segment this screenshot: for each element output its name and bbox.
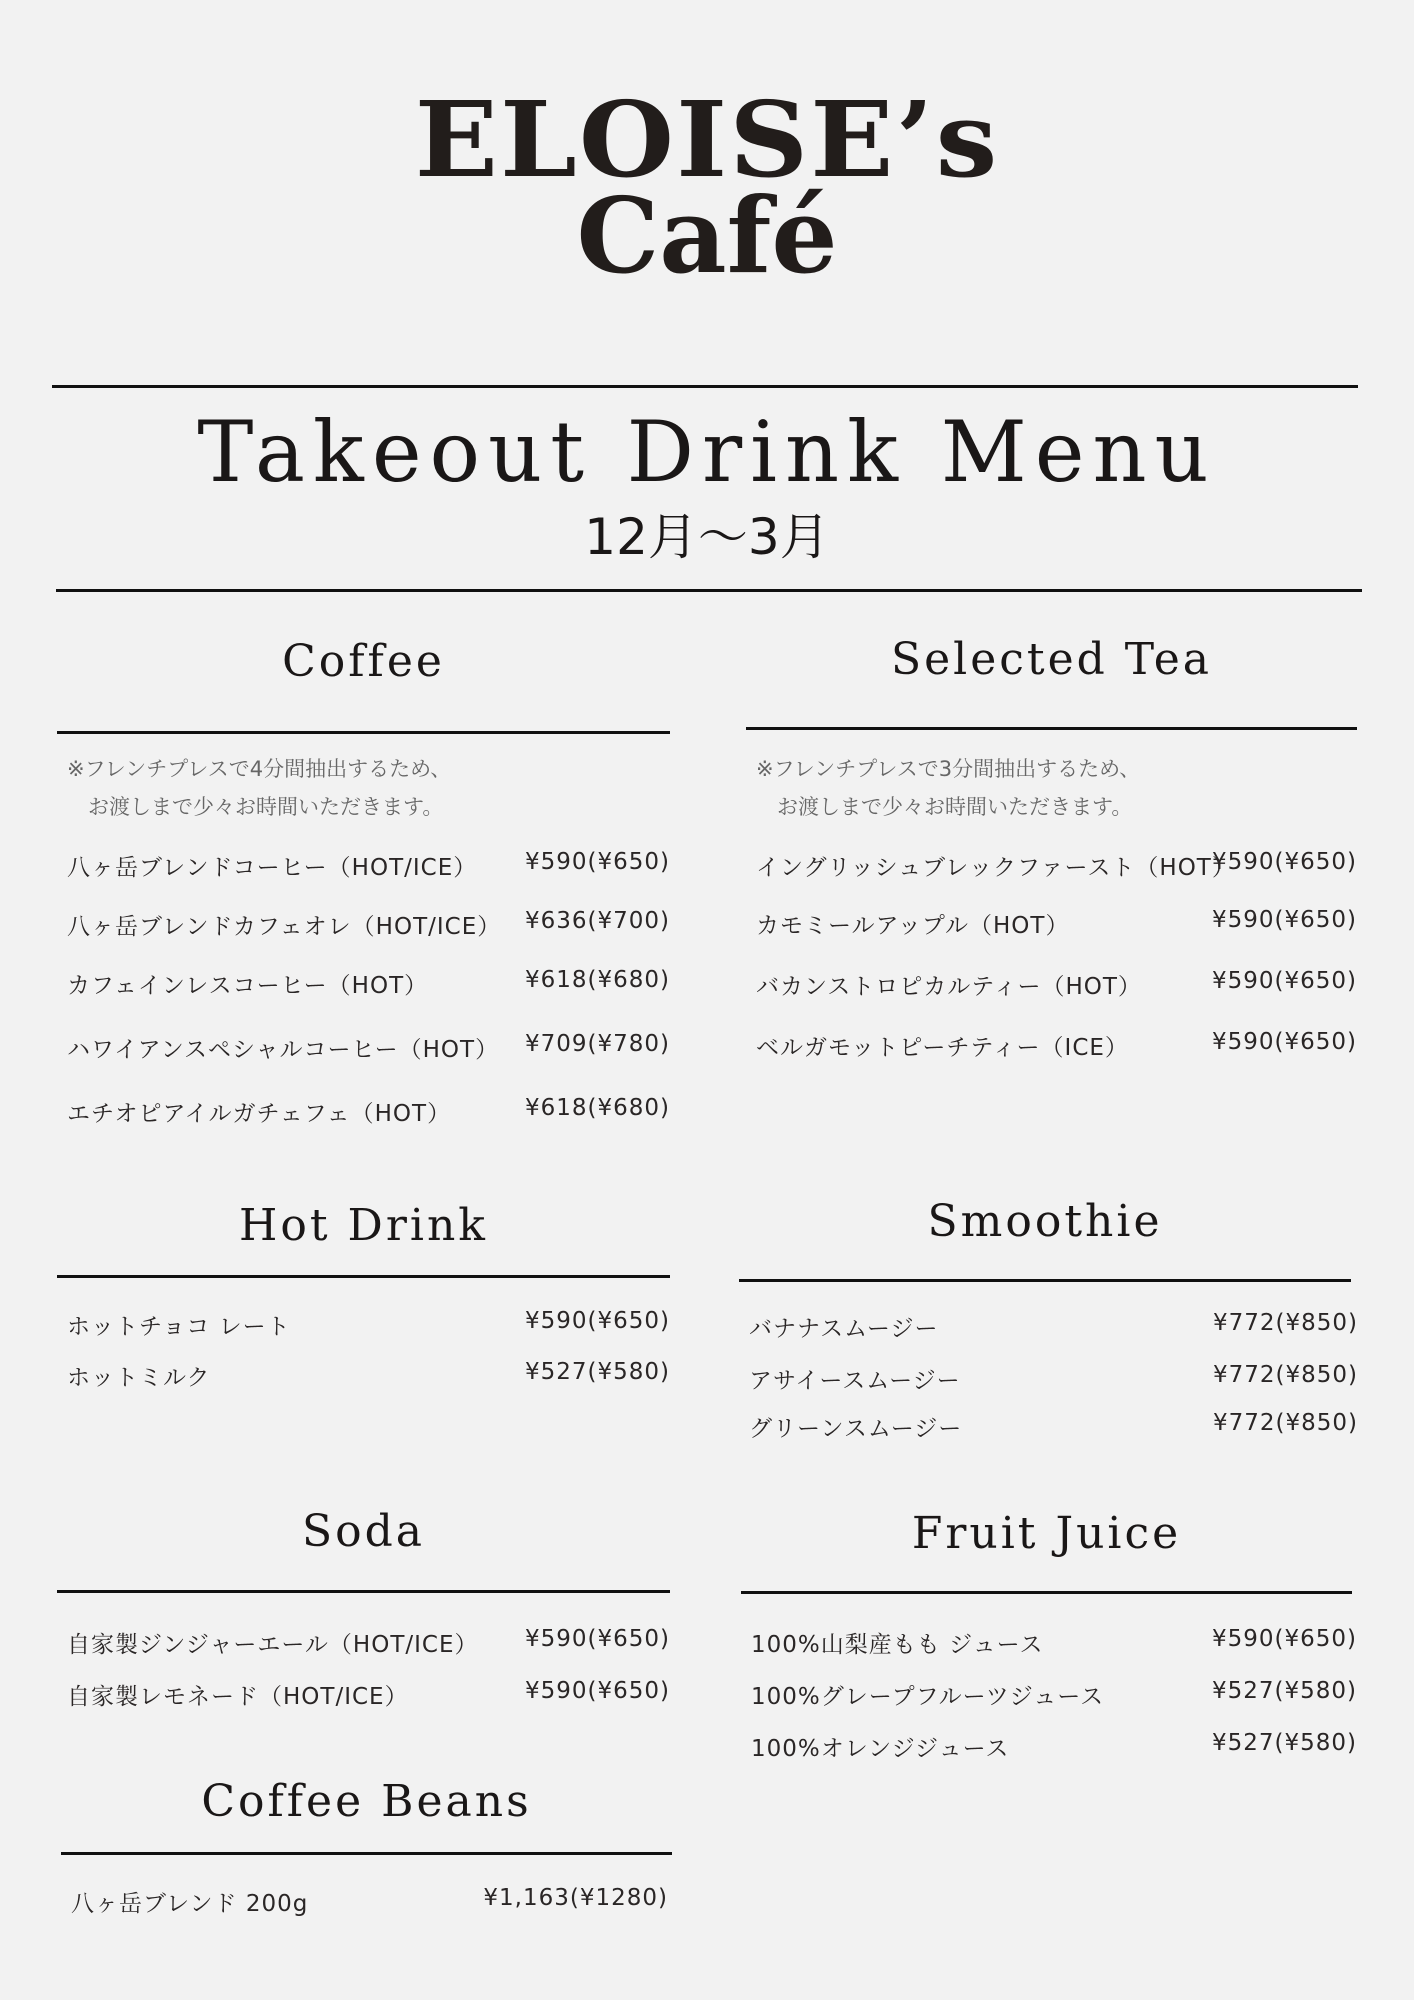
section-soda [57, 1506, 670, 1710]
item-price: ¥527(¥580) [1211, 1730, 1357, 1756]
section-rule [57, 1590, 670, 1593]
item-price: ¥527(¥580) [1211, 1678, 1357, 1704]
item-name: 八ヶ岳ブレンドカフェオレ（HOT/ICE） [67, 914, 502, 940]
section-rule [746, 727, 1357, 730]
section-rule [61, 1852, 672, 1855]
menu-item [749, 1310, 1358, 1346]
section-fruit-juice [741, 1508, 1357, 1772]
item-price: ¥590(¥650) [1211, 1029, 1357, 1055]
item-price: ¥618(¥680) [524, 967, 670, 993]
section-title: Hot Drink [239, 1200, 488, 1251]
menu-item [67, 967, 670, 1003]
menu-item [756, 907, 1357, 943]
menu-item [67, 908, 670, 944]
item-price: ¥772(¥850) [1212, 1362, 1358, 1388]
menu-item [751, 1730, 1357, 1766]
item-price: ¥772(¥850) [1212, 1310, 1358, 1336]
item-name: イングリッシュブレックファースト（HOT） [756, 855, 1236, 881]
item-name: アサイースムージー [749, 1368, 961, 1394]
item-name: 100%山梨産もも ジュース [751, 1632, 1044, 1658]
section-coffee [57, 636, 670, 1140]
menu-item [67, 1095, 670, 1131]
section-note: ※フレンチプレスで4分間抽出するため、 お渡しまで少々お時間いただきます。 [67, 757, 452, 819]
menu-item [67, 1308, 670, 1344]
item-price: ¥590(¥650) [524, 1308, 670, 1334]
item-price: ¥636(¥700) [524, 908, 670, 934]
item-name: 自家製ジンジャーエール（HOT/ICE） [67, 1632, 479, 1658]
section-selected-tea [746, 634, 1357, 1078]
item-price: ¥709(¥780) [524, 1031, 670, 1057]
item-name: 八ヶ岳ブレンド 200g [71, 1891, 309, 1917]
item-name: グリーンスムージー [749, 1416, 963, 1442]
section-rule [741, 1591, 1352, 1594]
header-bottom-rule [56, 589, 1362, 592]
item-price: ¥590(¥650) [524, 1678, 670, 1704]
section-rule [57, 731, 670, 734]
menu-item [67, 849, 670, 885]
item-name: 自家製レモネード（HOT/ICE） [67, 1684, 409, 1710]
item-name: 100%オレンジジュース [751, 1736, 1010, 1762]
section-title: Coffee Beans [201, 1776, 532, 1827]
item-price: ¥772(¥850) [1212, 1410, 1358, 1436]
item-name: エチオピアイルガチェフェ（HOT） [67, 1101, 452, 1127]
menu-item [749, 1410, 1358, 1446]
item-price: ¥590(¥650) [1211, 849, 1357, 875]
section-title: Coffee [282, 636, 445, 687]
item-name: 八ヶ岳ブレンドコーヒー（HOT/ICE） [67, 855, 478, 881]
section-smoothie [739, 1196, 1358, 1442]
section-coffee-beans [61, 1776, 672, 1920]
section-title: Soda [301, 1506, 426, 1557]
item-name: ハワイアンスペシャルコーヒー（HOT） [67, 1037, 500, 1063]
item-name: ホットチョコ レート [67, 1314, 291, 1340]
section-hot-drink [57, 1200, 670, 1404]
item-name: ベルガモットピーチティー（ICE） [756, 1035, 1129, 1061]
item-price: ¥527(¥580) [524, 1359, 670, 1385]
menu-item [751, 1626, 1357, 1662]
menu-item [67, 1626, 670, 1662]
item-price: ¥618(¥680) [524, 1095, 670, 1121]
item-price: ¥590(¥650) [524, 849, 670, 875]
header-top-rule [52, 385, 1358, 388]
menu-item [71, 1885, 668, 1921]
menu-item [67, 1359, 670, 1395]
menu-item [749, 1362, 1358, 1398]
menu-item [67, 1031, 670, 1067]
section-title: Smoothie [927, 1196, 1163, 1247]
item-name: バナナスムージー [749, 1316, 939, 1342]
item-price: ¥590(¥650) [1211, 968, 1357, 994]
item-name: 100%グレープフルーツジュース [751, 1684, 1105, 1710]
item-name: バカンストロピカルティー（HOT） [756, 974, 1142, 1000]
item-name: カモミールアップル（HOT） [756, 913, 1070, 939]
menu-title: Takeout Drink Menu [197, 403, 1217, 501]
menu-item [67, 1678, 670, 1714]
item-price: ¥590(¥650) [1211, 907, 1357, 933]
item-name: ホットミルク [67, 1365, 211, 1391]
section-rule [57, 1275, 670, 1278]
item-price: ¥1,163(¥1280) [483, 1885, 668, 1911]
menu-item [751, 1678, 1357, 1714]
menu-item [756, 849, 1357, 885]
menu-subtitle: 12月〜3月 [584, 508, 830, 566]
section-title: Fruit Juice [911, 1508, 1182, 1559]
item-name: カフェインレスコーヒー（HOT） [67, 973, 429, 999]
menu-item [756, 968, 1357, 1004]
item-price: ¥590(¥650) [524, 1626, 670, 1652]
section-note: ※フレンチプレスで3分間抽出するため、 お渡しまで少々お時間いただきます。 [756, 757, 1141, 819]
logo-line-2: Café [576, 174, 838, 297]
menu-item [756, 1029, 1357, 1065]
logo-line-1: ELOISE’s [414, 78, 1000, 201]
section-title: Selected Tea [890, 634, 1212, 685]
item-price: ¥590(¥650) [1211, 1626, 1357, 1652]
section-rule [739, 1279, 1351, 1282]
